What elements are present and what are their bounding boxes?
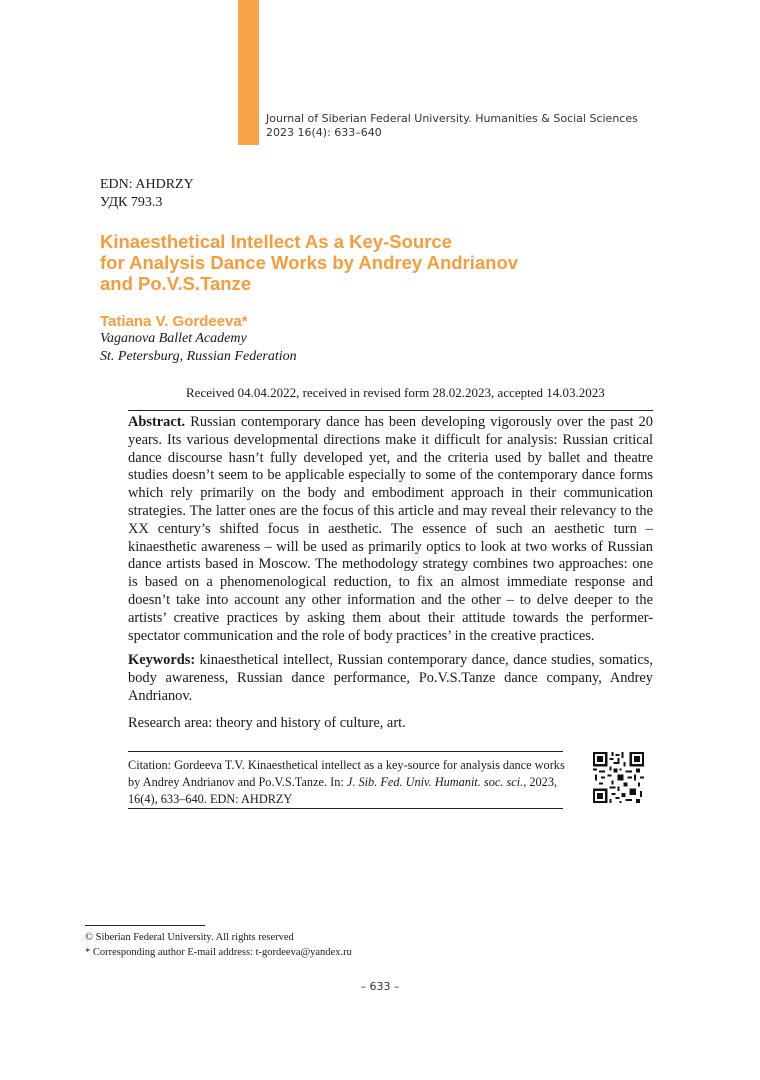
edn-code: EDN: AHDRZY [100,177,194,192]
abstract-text: Russian contemporary dance has been developing vigorously over the past 20 years. Its various developmental directions make it difficult for analysis: Russian critical dance discourse hasn’t fully developed yet, and the criteria used by ballet and theatre studies doesn’t seem to be applicable especially to some of the contemporary dance forms which rely primarily on the body and embodiment approach in their communication strategies. The latter ones are the focus of this article and may reveal their relevancy to the XX century’s shifted focus in aesthetic. The essence of such an aesthetic turn – kinaesthetic awareness – will be used as primarily optics to look at two works of Russian dance artists based in Moscow. The methodology strategy combines two approaches: one is based on a phenomenological reduction, to fix an almost immediate response and doesn’t take into account any other information and the other – to delve deeper to the artists’ creative practices by asking them about their attitude towards the performer-spectator communication and the role of body practices’ in the creative practices. [128,414,653,644]
research-area: Research area: theory and history of culture, art. [128,715,406,731]
footnote-rule [85,925,205,926]
qr-code-icon[interactable] [593,752,644,803]
udk-code: УДК 793.3 [100,195,163,210]
abstract-top-rule [128,410,653,411]
journal-accent-bar [238,0,259,145]
abstract [128,414,653,645]
author-location: St. Petersburg, Russian Federation [100,349,297,364]
title-line-1: Kinaesthetical Intellect As a Key-Source [100,231,452,252]
keywords-text: kinaesthetical intellect, Russian contemporary dance, dance studies, somatics, body awareness, Russian dance performance, Po.V.S.Tanze dance company, Andrey Andrianov. [128,652,653,704]
citation-journal: J. Sib. Fed. Univ. Humanit. soc. sci. [346,775,524,789]
author-affiliation [100,330,297,366]
author-institution: Vaganova Ballet Academy [100,331,247,346]
footnotes [85,930,352,960]
journal-header [266,112,638,140]
article-title [100,231,660,294]
received-dates: Received 04.04.2022, received in revised form 28.02.2023, accepted 14.03.2023 [186,385,605,400]
article-meta [100,176,194,212]
author-name: Tatiana V. Gordeeva* [100,313,248,330]
copyright-note: © Siberian Federal University. All rights reserved [85,932,294,943]
citation-text-2: , 2023, 16(4), 633–640. EDN: AHDRZY [128,775,558,806]
journal-title: Journal of Siberian Federal University. Humanities & Social Sciences [266,112,638,125]
citation-bottom-rule [128,808,563,809]
corresponding-author-note: * Corresponding author E-mail address: t-gordeeva@yandex.ru [85,947,352,958]
citation-text-1: Citation: Gordeeva T.V. Kinaesthetical intellect as a key-source for analysis dance works by Andrey Andrianov and Po.V.S.Tanze. In: [128,758,565,789]
citation [128,757,568,808]
abstract-label: Abstract. [128,414,186,430]
citation-top-rule [128,751,563,752]
keywords-label: Keywords: [128,652,196,668]
journal-issue: 2023 16(4): 633–640 [266,126,382,139]
title-line-2: for Analysis Dance Works by Andrey Andrianov [100,252,519,273]
page-number: – 633 – [360,980,400,993]
keywords [128,651,653,705]
title-line-3: and Po.V.S.Tanze [100,273,252,294]
